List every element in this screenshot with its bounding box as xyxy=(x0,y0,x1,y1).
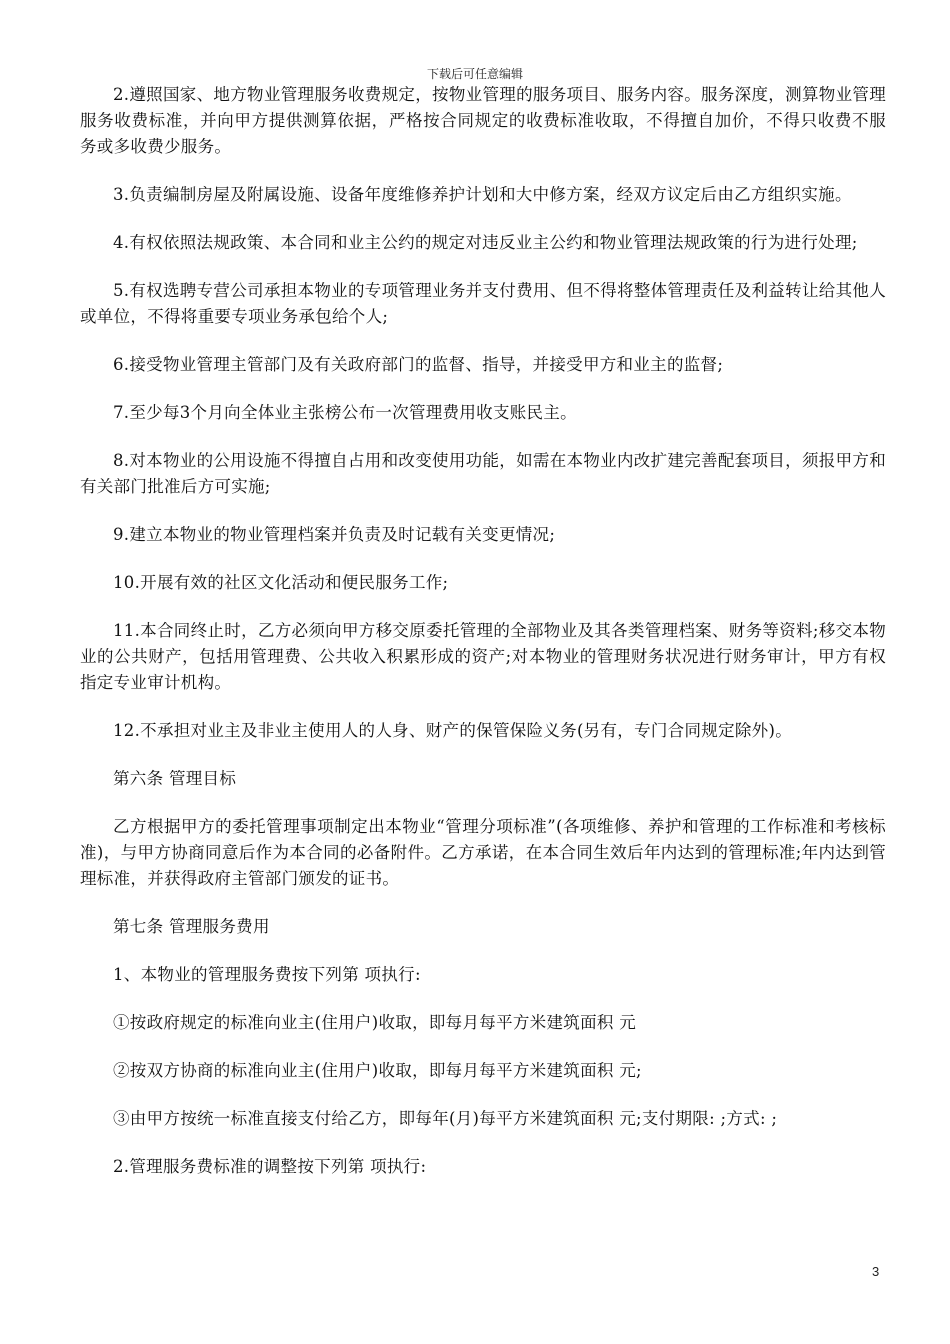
management-goal-text: 乙方根据甲方的委托管理事项制定出本物业“管理分项标准”(各项维修、养护和管理的工作标准和考核标准)，与甲方协商同意后作为本合同的必备附件。乙方承诺，在本合同生效后年内达到的管理标准;年内达到管理标准，并获得政府主管部门颁发的证书。 xyxy=(80,817,886,888)
clause-4: 4.有权依照法规政策、本合同和业主公约的规定对违反业主公约和物业管理法规政策的行为进行处理; xyxy=(113,233,858,252)
fee-option-2: ②按双方协商的标准向业主(住用户)收取，即每月每平方米建筑面积 元; xyxy=(113,1061,642,1080)
section-heading-6: 第六条 管理目标 xyxy=(113,769,237,788)
clause-7: 7.至少每3个月向全体业主张榜公布一次管理费用收支账民主。 xyxy=(113,403,577,422)
clause-5: 5.有权选聘专营公司承担本物业的专项管理业务并支付费用、但不得将整体管理责任及利益转让给其他人或单位，不得将重要专项业务承包给个人; xyxy=(80,281,886,326)
clause-8: 8.对本物业的公用设施不得擅自占用和改变使用功能，如需在本物业内改扩建完善配套项目，须报甲方和有关部门批准后方可实施; xyxy=(80,451,886,496)
page-number: 3 xyxy=(872,1264,880,1279)
clause-2: 2.遵照国家、地方物业管理服务收费规定，按物业管理的服务项目、服务内容。服务深度，测算物业管理服务收费标准，并向甲方提供测算依据，严格按合同规定的收费标准收取，不得擅自加价，不得只收费不服务或多收费少服务。 xyxy=(80,85,886,156)
fee-option-3: ③由甲方按统一标准直接支付给乙方，即每年(月)每平方米建筑面积 元;支付期限: ;方式: ; xyxy=(113,1109,778,1128)
fee-option-1: ①按政府规定的标准向业主(住用户)收取，即每月每平方米建筑面积 元 xyxy=(113,1013,637,1032)
clause-9: 9.建立本物业的物业管理档案并负责及时记载有关变更情况; xyxy=(113,525,556,544)
section-heading-7: 第七条 管理服务费用 xyxy=(113,917,270,936)
header-note: 下载后可任意编辑 xyxy=(426,67,523,81)
clause-3: 3.负责编制房屋及附属设施、设备年度维修养护计划和大中修方案，经双方议定后由乙方组织实施。 xyxy=(113,185,852,204)
fee-item-2: 2.管理服务费标准的调整按下列第 项执行: xyxy=(113,1157,427,1176)
clause-10: 10.开展有效的社区文化活动和便民服务工作; xyxy=(113,573,449,592)
document-body xyxy=(80,82,886,1202)
clause-12: 12.不承担对业主及非业主使用人的人身、财产的保管保险义务(另有，专门合同规定除外)。 xyxy=(113,721,793,740)
clause-6: 6.接受物业管理主管部门及有关政府部门的监督、指导，并接受甲方和业主的监督; xyxy=(113,355,724,374)
clause-11: 11.本合同终止时，乙方必须向甲方移交原委托管理的全部物业及其各类管理档案、财务等资料;移交本物业的公共财产，包括用管理费、公共收入积累形成的资产;对本物业的管理财务状况进行财务审计，甲方有权指定专业审计机构。 xyxy=(80,621,886,692)
fee-item-1: 1、本物业的管理服务费按下列第 项执行: xyxy=(113,965,421,984)
